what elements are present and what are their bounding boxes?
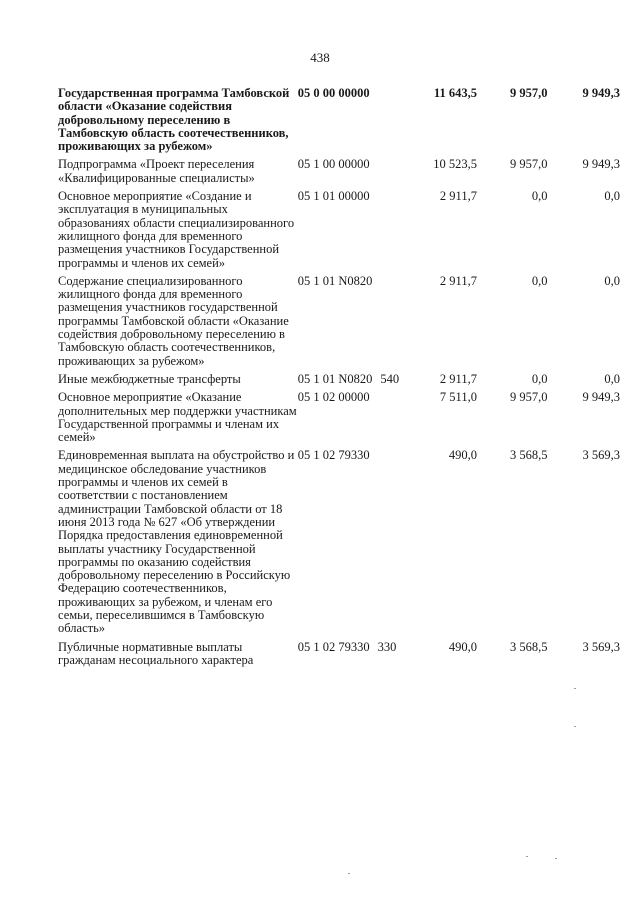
row-name: Публичные нормативные выплаты гражданам несоциального характера — [58, 639, 254, 667]
table-row — [58, 641, 620, 673]
row-code — [298, 87, 407, 158]
row-value-2: 9 957,0 — [509, 157, 548, 172]
row-name: Содержание специализированного жилищного фонда для временного размещения участников государственной программы Тамбовской области «Оказание содействия добровольному переселению в Тамбовскую область соотечественников, проживающих за рубежом» — [58, 273, 289, 368]
row-value-3: 9 949,3 — [582, 390, 620, 405]
row-value-1: 10 523,5 — [433, 157, 477, 172]
row-value-1: 7 511,0 — [439, 390, 477, 405]
table-row — [58, 373, 620, 391]
table-row — [58, 391, 620, 449]
row-value-2: 3 568,5 — [509, 448, 548, 463]
row-name: Единовременная выплата на обустройство и медицинское обследование участников программы и членов их семей в соответствии с постановлением администрации Тамбовской области от 18 июня 2013 года № 627 «Об утверждении Порядка предоставления единовременной выплаты участнику Государственной программы по оказанию содействия добровольному переселению в Российскую Федерацию соотечественников, проживающих за рубежом, и членам его семьи, переселившимся в Тамбовскую область» — [58, 448, 295, 636]
row-name: Государственная программа Тамбовской области «Оказание содействия добровольному переселению в Тамбовскую область соотечественников, проживающих за рубежом» — [58, 86, 290, 154]
row-code — [298, 373, 407, 391]
row-name: Основное мероприятие «Оказание дополнительных мер поддержки участникам Государственной программы и членам их семей» — [58, 390, 297, 445]
row-code-kvr: 330 — [377, 639, 397, 654]
row-name: Иные межбюджетные трансферты — [58, 371, 241, 386]
row-value-3: 9 949,3 — [582, 157, 620, 172]
row-value-1: 11 643,5 — [433, 86, 477, 100]
row-value-1: 2 911,7 — [439, 273, 477, 288]
row-code-cso: 05 1 02 00000 — [297, 390, 370, 405]
row-value-2: 0,0 — [531, 273, 548, 288]
row-code — [298, 158, 407, 190]
scan-speck — [348, 873, 350, 874]
row-code — [298, 641, 407, 673]
row-code-cso: 05 1 01 N0820 — [297, 371, 373, 386]
row-code-cso: 05 1 01 00000 — [297, 189, 370, 204]
row-value-2: 0,0 — [531, 189, 548, 204]
table-row — [58, 190, 620, 275]
row-value-3: 9 949,3 — [582, 86, 620, 100]
row-value-1: 2 911,7 — [439, 189, 477, 204]
row-value-3: 3 569,3 — [582, 639, 620, 654]
row-name: Подпрограмма «Проект переселения «Квалифицированные специалисты» — [58, 157, 255, 185]
row-value-1: 2 911,7 — [439, 371, 477, 386]
table-row — [58, 158, 620, 190]
page-number: 438 — [310, 50, 330, 65]
table-row — [58, 87, 620, 158]
row-code — [298, 275, 407, 373]
row-code-kvr: 540 — [380, 371, 400, 386]
row-code — [298, 190, 407, 275]
table-row — [58, 449, 620, 640]
table-row — [58, 275, 620, 373]
row-value-3: 0,0 — [604, 273, 620, 288]
scan-speck — [555, 858, 557, 859]
row-name: Основное мероприятие «Создание и эксплуатация в муниципальных образованиях области специализированного жилищного фонда для временного размещения участников Государственной программы и членов их семей» — [58, 189, 295, 270]
row-value-3: 3 569,3 — [582, 448, 620, 463]
row-value-1: 490,0 — [448, 639, 477, 654]
row-value-1: 490,0 — [448, 448, 477, 463]
row-value-3: 0,0 — [604, 371, 620, 386]
scan-speck — [526, 856, 528, 857]
row-value-2: 9 957,0 — [509, 390, 548, 405]
scan-speck — [574, 688, 576, 689]
row-code-cso: 05 1 01 N0820 — [297, 273, 373, 288]
row-code-cso: 05 0 00 00000 — [297, 86, 370, 100]
row-value-2: 0,0 — [531, 371, 548, 386]
row-code — [298, 449, 407, 640]
scan-speck — [574, 726, 576, 727]
row-code — [298, 391, 407, 449]
row-code-cso: 05 1 02 79330 — [297, 448, 370, 463]
row-value-2: 9 957,0 — [509, 86, 548, 100]
row-value-2: 3 568,5 — [509, 639, 548, 654]
row-value-3: 0,0 — [604, 189, 620, 204]
budget-table — [58, 87, 620, 672]
row-code-cso: 05 1 00 00000 — [297, 157, 370, 172]
row-code-cso: 05 1 02 79330 — [297, 639, 370, 654]
